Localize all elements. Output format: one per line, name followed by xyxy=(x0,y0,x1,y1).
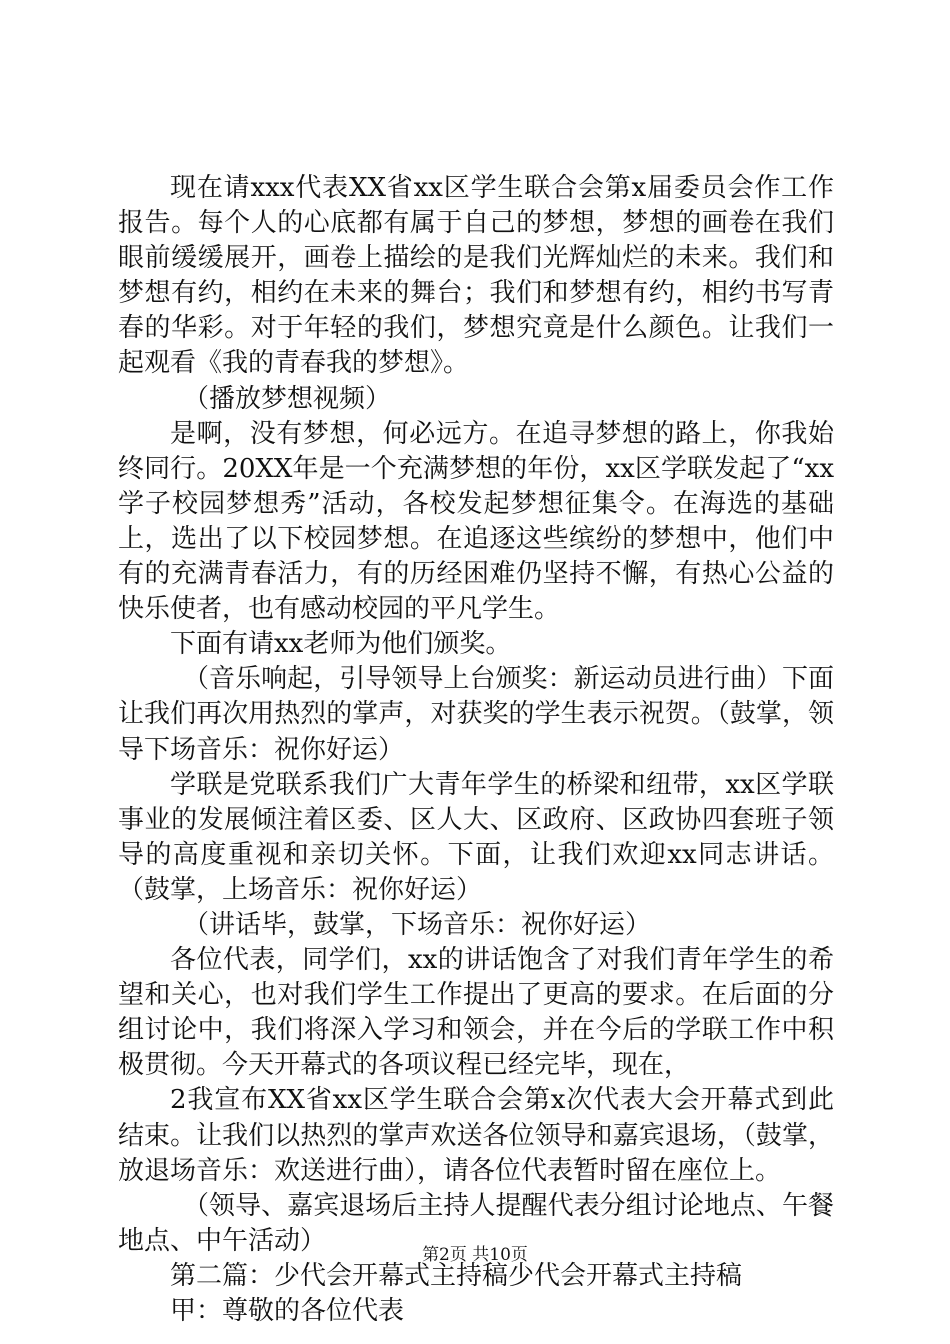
paragraph-play-video: （播放梦想视频） xyxy=(183,383,392,414)
paragraph-award-invite: 下面有请xx老师为他们颁奖。 xyxy=(170,629,512,660)
paragraph-host-reminder: （领导、嘉宾退场后主持人提醒代表分组讨论地点、午餐地点、中午活动） xyxy=(118,1190,834,1256)
paragraph-closing-announcement: 2我宣布XX省xx区学生联合会第x次代表大会开幕式到此结束。让我们以热烈的掌声欢送各位领导和嘉宾退场，（鼓掌，放退场音乐：欢送进行曲），请各位代表暂时留在座位上。 xyxy=(118,1085,834,1186)
paragraph-dream-show: 是啊，没有梦想，何必远方。在追寻梦想的路上，你我始终同行。20XX年是一个充满梦想的年份，xx区学联发起了“xx学子校园梦想秀”活动，各校发起梦想征集令。在海选的基础上，选出了以下校园梦想。在追逐这些缤纷的梦想中，他们中有的充满青春活力，有的历经困难仍坚持不懈，有热心公益的快乐使者，也有感动校园的平凡学生。 xyxy=(118,418,834,625)
paragraph-award-music: （音乐响起，引导领导上台颁奖：新运动员进行曲）下面让我们再次用热烈的掌声，对获奖的学生表示祝贺。（鼓掌，领导下场音乐：祝你好运） xyxy=(118,664,834,765)
page-footer: 第2页 共10页 xyxy=(422,1245,528,1265)
paragraph-greeting: 甲：尊敬的各位代表 xyxy=(170,1296,405,1326)
paragraph-student-union: 学联是党联系我们广大青年学生的桥梁和纽带，xx区学联事业的发展倾注着区委、区人大、区政府、区政协四套班子领导的高度重视和亲切关怀。下面，让我们欢迎xx同志讲话。（鼓掌，上场音乐：祝你好运） xyxy=(118,769,834,905)
document-body xyxy=(118,171,834,1329)
paragraph-speech-end: （讲话毕，鼓掌，下场音乐：祝你好运） xyxy=(183,909,652,940)
paragraph-closing-remarks: 各位代表，同学们，xx的讲话饱含了对我们青年学生的希望和关心，也对我们学生工作提出了更高的要求。在后面的分组讨论中，我们将深入学习和领会，并在今后的学联工作中积极贯彻。今天开幕式的各项议程已经完毕，现在， xyxy=(118,945,834,1081)
paragraph-second-article-title: 第二篇：少代会开幕式主持稿少代会开幕式主持稿 xyxy=(170,1260,743,1291)
paragraph-work-report: 现在请xxx代表XX省xx区学生联合会第x届委员会作工作报告。每个人的心底都有属于自己的梦想，梦想的画卷在我们眼前缓缓展开，画卷上描绘的是我们光辉灿烂的未来。我们和梦想有约，相约在未来的舞台；我们和梦想有约，相约书写青春的华彩。对于年轻的我们，梦想究竟是什么颜色。让我们一起观看《我的青春我的梦想》。 xyxy=(118,173,834,379)
